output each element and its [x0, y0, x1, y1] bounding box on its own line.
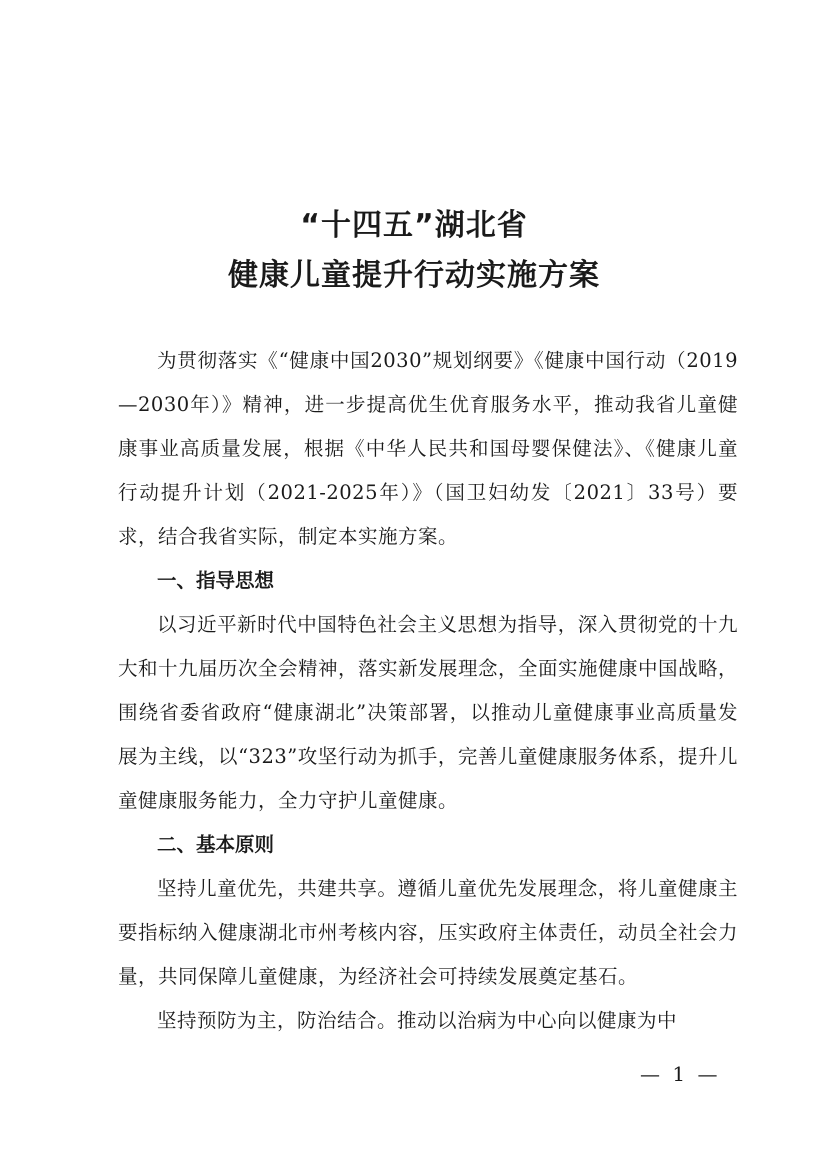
document-title-line1: “十四五”湖北省 [300, 208, 528, 243]
guiding-ideology-paragraph: 以习近平新时代中国特色社会主义思想为指导，深入贯彻党的十九大和十九届历次全会精神，落实新发展理念，全面实施健康中国战略，围绕省委省政府“健康湖北”决策部署，以推动儿童健康事业高质量发展为主线，以“323”攻坚行动为抓手，完善儿童健康服务体系，提升儿童健康服务能力，全力守护儿童健康。 [118, 613, 739, 812]
document-body [118, 339, 738, 1043]
principle-paragraph-prevention-first: 坚持预防为主，防治结合。推动以治病为中心向以健康为中 [157, 1009, 678, 1032]
principle-paragraph-children-first: 坚持儿童优先，共建共享。遵循儿童优先发展理念，将儿童健康主要指标纳入健康湖北市州考核内容，压实政府主体责任，动员全社会力量，共同保障儿童健康，为经济社会可持续发展奠定基石。 [118, 877, 739, 988]
document-title-line2: 健康儿童提升行动实施方案 [228, 258, 600, 293]
section-heading-guiding-ideology: 一、指导思想 [157, 569, 275, 592]
intro-paragraph: 为贯彻落实《“健康中国2030”规划纲要》《健康中国行动（2019—2030年）》精神，进一步提高优生优育服务水平，推动我省儿童健康事业高质量发展，根据《中华人民共和国母婴保健法》、《健康儿童行动提升计划（2021-2025年）》（国卫妇幼发〔2021〕33号）要求，结合我省实际，制定本实施方案。 [118, 349, 738, 548]
page-number: — 1 — [640, 1062, 721, 1086]
section-heading-basic-principles: 二、基本原则 [157, 833, 275, 856]
